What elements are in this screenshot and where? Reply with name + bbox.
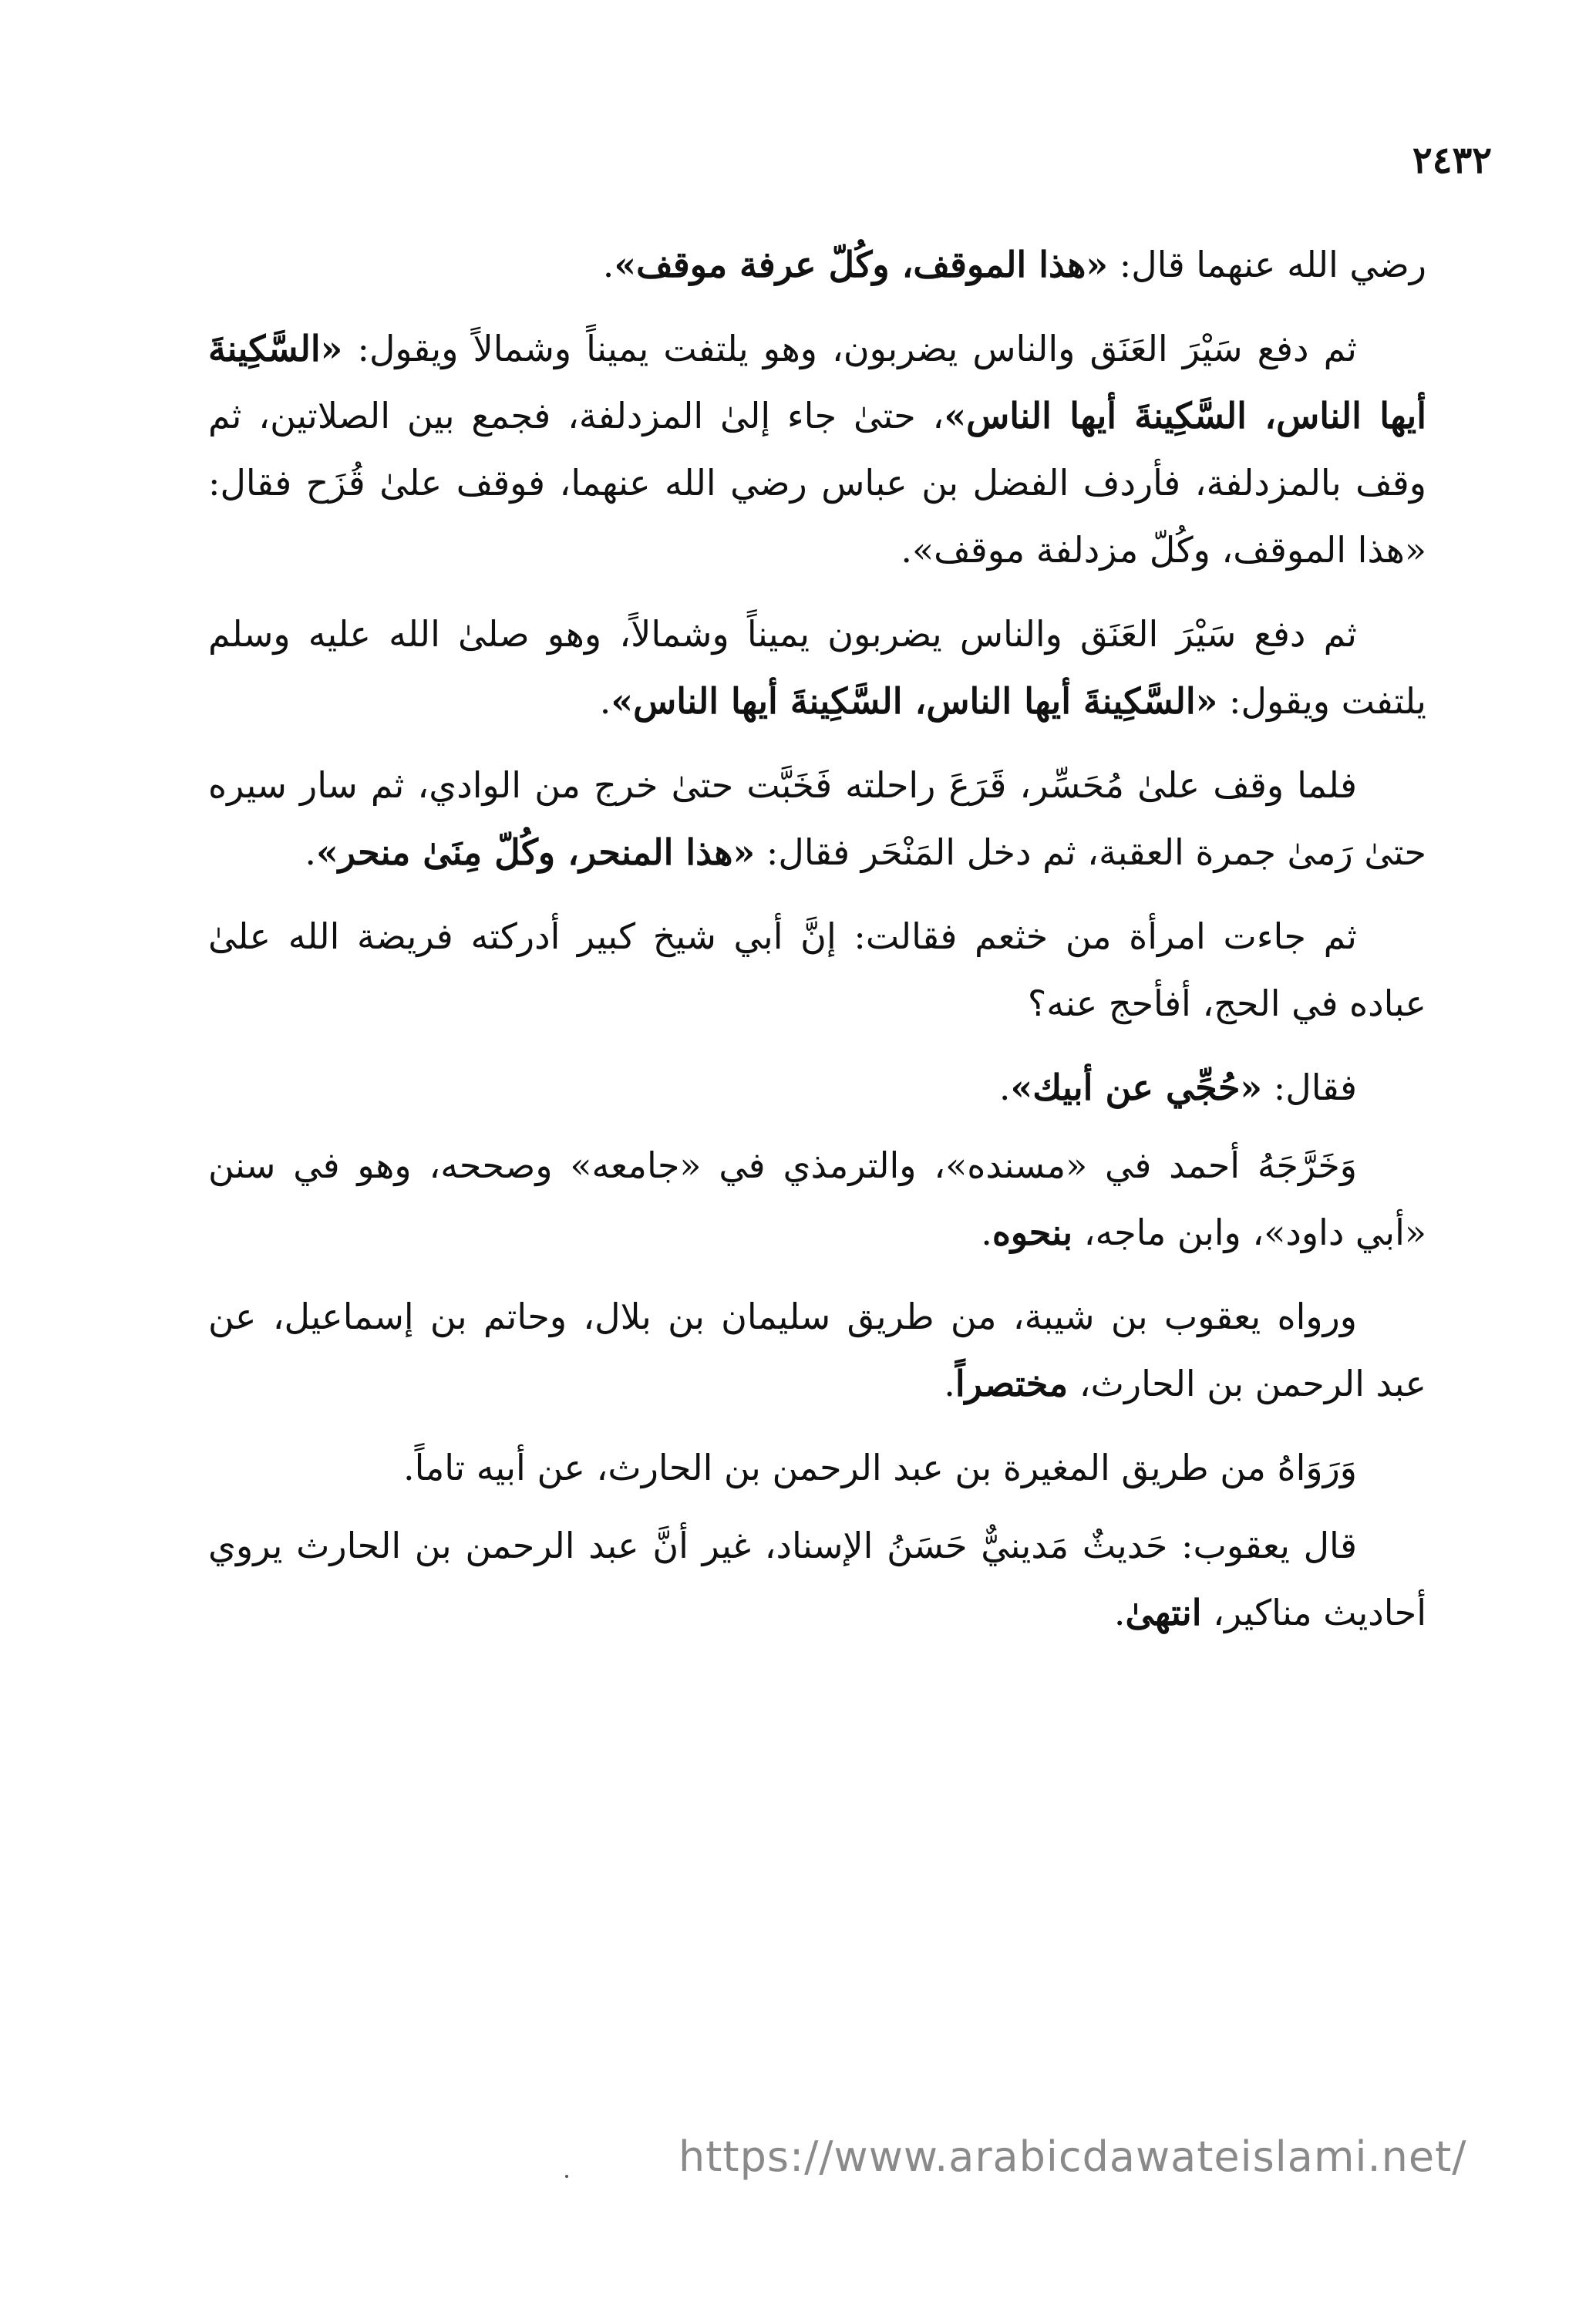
paragraph-10 [208,1512,1426,1647]
watermark-url: https://www.arabicdawateislami.net/ [678,2132,1467,2181]
emphasis-text: مختصراً [955,1363,1069,1404]
paragraph-3 [208,601,1426,735]
quoted-hadith: «السَّكِينةَ أيها الناس، السَّكِينةَ أيها الناس» [611,680,1218,722]
paragraph-text: . [981,1212,992,1253]
quoted-hadith: «هذا المنحر، وكُلّ مِنَىٰ منحر» [315,831,756,873]
quoted-hadith: «حُجِّي عن أبيك» [1010,1067,1263,1108]
paragraph-text: وَرَوَاهُ من طريق المغيرة بن عبد الرحمن بن الحارث، عن أبيه تاماً. [402,1447,1357,1488]
paragraph-text: . [305,831,316,873]
paragraph-9 [208,1434,1426,1502]
paragraph-text: . [599,680,611,722]
paragraph-text: ثم دفع سَيْرَ العَنَق والناس يضربون يميناً وشمالاً، وهو صلىٰ الله عليه وسلم يلتفت ويقول: [208,613,1426,722]
paragraph-text: رضي الله عنهما قال: [1108,244,1426,285]
paragraph-7 [208,1132,1426,1266]
emphasis-text: بنحوه [992,1212,1073,1253]
paragraph-4 [208,752,1426,886]
paragraph-text: ، حتىٰ جاء إلىٰ المزدلفة، فجمع بين الصلاتين، ثم وقف بالمزدلفة، فأردف الفضل بن عباس رضي الله عنهما، فوقف علىٰ قُزَح فقال: «هذا الموقف، وكُلّ مزدلفة موقف». [208,395,1426,571]
paragraph-2 [208,315,1426,584]
paragraph-text: قال يعقوب: حَديثٌ مَدينيٌّ حَسَنُ الإسناد، غير أنَّ عبد الرحمن بن الحارث يروي أحاديث مناكير، [208,1525,1426,1633]
emphasis-text: انتهىٰ [1125,1592,1202,1633]
quoted-hadith: «السَّكِينةَ أيها الناس، السَّكِينةَ أيها الناس» [208,328,1426,437]
paragraph-text: فلما وقف علىٰ مُحَسِّر، قَرَعَ راحلته فَخَبَّت حتىٰ خرج من الوادي، ثم سار سيره حتىٰ رَمىٰ جمرة العقبة، ثم دخل المَنْحَر فقال: [208,764,1426,873]
paragraph-text: . [998,1067,1011,1108]
body-text [208,231,1426,1663]
page-number: ٢٤٣٢ [1412,139,1492,182]
paragraph-1 [208,231,1426,298]
paragraph-5 [208,903,1426,1037]
paragraph-6 [208,1054,1426,1121]
paragraph-text: ثم دفع سَيْرَ العَنَق والناس يضربون، وهو يلتفت يميناً وشمالاً ويقول: [342,328,1357,369]
paragraph-text: . [944,1363,955,1404]
paragraph-text: . [602,244,614,285]
paragraph-text: ثم جاءت امرأة من خثعم فقالت: إنَّ أبي شيخ كبير أدركته فريضة الله علىٰ عباده في الحج، أفأحج عنه؟ [208,915,1426,1024]
paragraph-text: فقال: [1262,1067,1357,1108]
quoted-hadith: «هذا الموقف، وكُلّ عرفة موقف» [614,244,1109,285]
paragraph-8 [208,1283,1426,1417]
paragraph-text: . [1113,1592,1126,1633]
paragraph-text: ورواه يعقوب بن شيبة، من طريق سليمان بن بلال، وحاتم بن إسماعيل، عن عبد الرحمن بن الحارث، [208,1296,1426,1404]
scan-speck [565,2175,568,2178]
paragraph-text: وَخَرَّجَهُ أحمد في «مسنده»، والترمذي في «جامعه» وصححه، وهو في سنن «أبي داود»، وابن ماجه، [208,1144,1426,1253]
